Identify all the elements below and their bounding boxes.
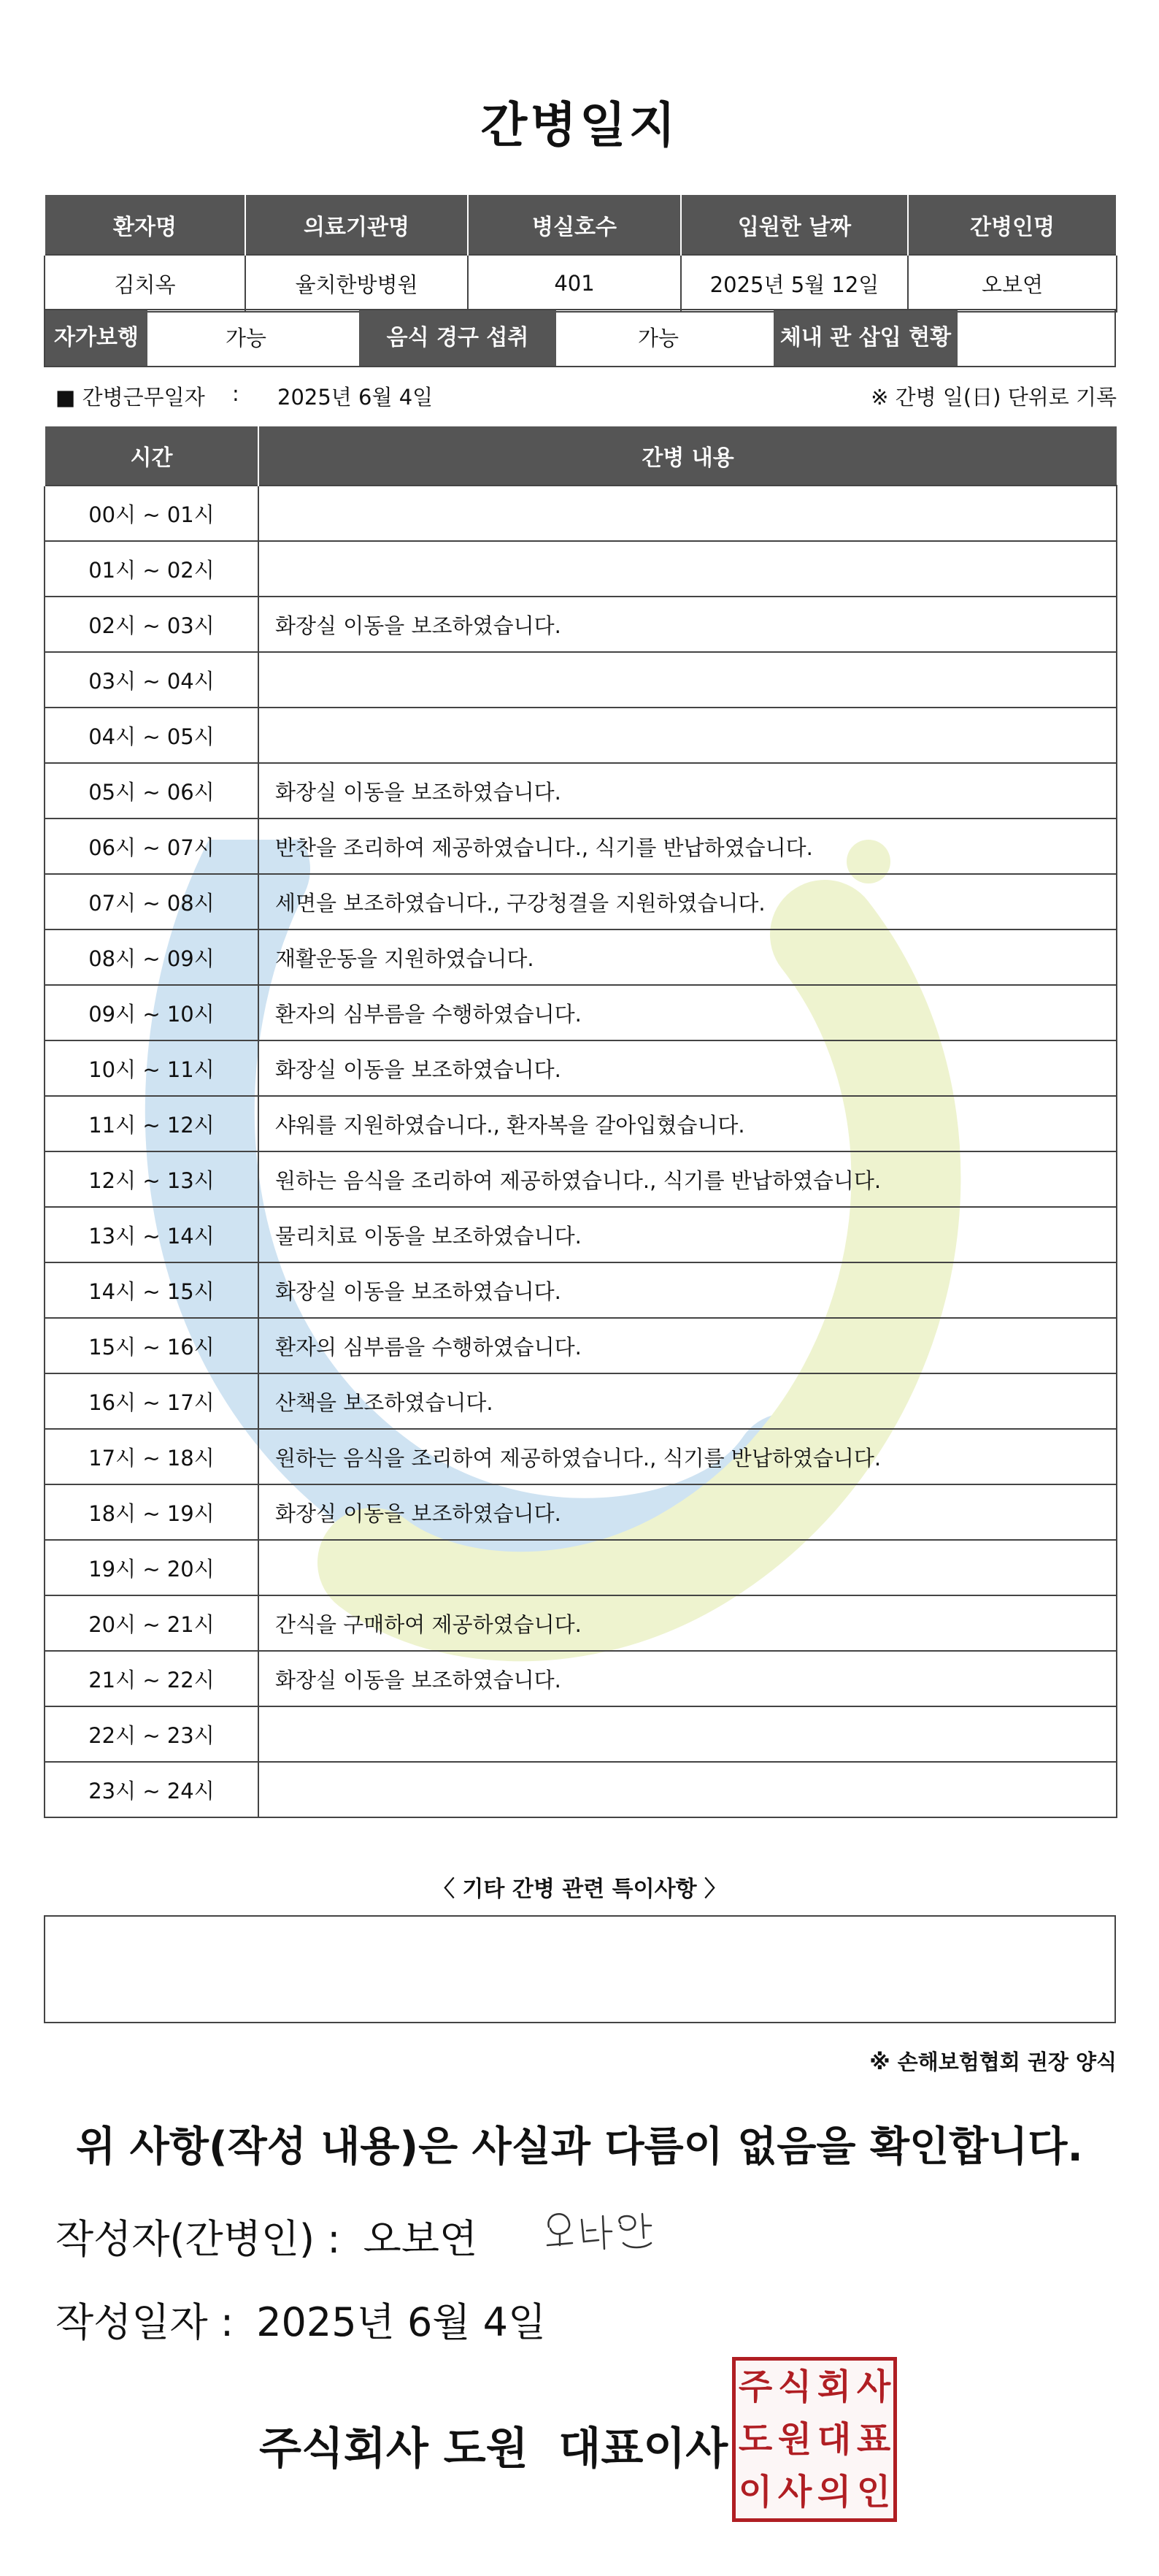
log-content: 화장실 이동을 보조하였습니다.	[258, 763, 1117, 819]
log-content: 샤워를 지원하였습니다., 환자복을 갈아입혔습니다.	[258, 1096, 1117, 1151]
log-header-time: 시간	[45, 426, 258, 486]
handwritten-signature	[542, 2205, 666, 2263]
log-row	[45, 1651, 1117, 1706]
log-time: 03시 ~ 04시	[45, 652, 258, 708]
document-title: 간병일지	[480, 97, 679, 153]
log-row	[45, 1262, 1117, 1318]
log-row	[45, 874, 1117, 929]
log-content: 화장실 이동을 보조하였습니다.	[258, 1262, 1117, 1318]
log-time: 12시 ~ 13시	[45, 1151, 258, 1207]
oral-intake-value: 가능	[637, 326, 679, 350]
log-content	[258, 652, 1117, 708]
log-content: 화장실 이동을 보조하였습니다.	[258, 1484, 1117, 1540]
log-time: 13시 ~ 14시	[45, 1207, 258, 1262]
log-row	[45, 985, 1117, 1040]
patient-name: 김치옥	[45, 255, 245, 312]
log-row	[45, 541, 1117, 597]
log-time: 00시 ~ 01시	[45, 486, 258, 541]
log-content	[258, 1706, 1117, 1762]
log-row	[45, 819, 1117, 874]
log-content	[258, 541, 1117, 597]
log-row	[45, 763, 1117, 819]
log-time: 10시 ~ 11시	[45, 1040, 258, 1096]
log-row	[45, 1040, 1117, 1096]
log-time: 01시 ~ 02시	[45, 541, 258, 597]
work-date-value: 2025년 6월 4일	[277, 385, 434, 410]
log-time: 14시 ~ 15시	[45, 1262, 258, 1318]
log-content: 반찬을 조리하여 제공하였습니다., 식기를 반납하였습니다.	[258, 819, 1117, 874]
log-row	[45, 1096, 1117, 1151]
header-caregiver-name: 간병인명	[908, 194, 1117, 255]
log-time: 21시 ~ 22시	[45, 1651, 258, 1706]
log-time: 02시 ~ 03시	[45, 597, 258, 652]
patient-status-row	[44, 309, 1116, 367]
seal-character: 주	[738, 2366, 773, 2407]
seal-character: 원	[777, 2419, 812, 2460]
header-hospital-name: 의료기관명	[245, 194, 468, 255]
tube-insertion-label: 체내 관 삽입 현황	[774, 310, 958, 366]
writer-name: 오보연	[363, 2216, 478, 2262]
log-row	[45, 1540, 1117, 1595]
log-header-content: 간병 내용	[258, 426, 1117, 486]
header-patient-name: 환자명	[45, 194, 245, 255]
log-content	[258, 708, 1117, 763]
log-content: 화장실 이동을 보조하였습니다.	[258, 1651, 1117, 1706]
log-time: 17시 ~ 18시	[45, 1429, 258, 1484]
seal-character: 표	[856, 2419, 891, 2460]
log-time: 22시 ~ 23시	[45, 1706, 258, 1762]
seal-character: 식	[777, 2366, 812, 2407]
log-content	[258, 1762, 1117, 1817]
oral-intake-label: 음식 경구 섭취	[359, 310, 556, 366]
patient-info-table	[44, 193, 1117, 313]
log-row	[45, 1706, 1117, 1762]
log-row	[45, 1762, 1117, 1817]
log-row	[45, 652, 1117, 708]
log-row	[45, 1484, 1117, 1540]
work-date-colon: :	[232, 381, 239, 406]
log-row	[45, 597, 1117, 652]
log-time: 11시 ~ 12시	[45, 1096, 258, 1151]
self-walking-label: 자가보행	[45, 310, 147, 366]
seal-character: 이	[738, 2472, 773, 2512]
seal-character: 사	[777, 2472, 812, 2512]
log-row	[45, 1318, 1117, 1373]
seal-character: 인	[856, 2472, 891, 2512]
log-content: 화장실 이동을 보조하였습니다.	[258, 1040, 1117, 1096]
log-row	[45, 708, 1117, 763]
log-row	[45, 929, 1117, 985]
remarks-box	[44, 1915, 1116, 2023]
care-log-rows	[45, 486, 1117, 1817]
log-content: 물리치료 이동을 보조하였습니다.	[258, 1207, 1117, 1262]
writer-label: 작성자(간병인) :	[55, 2216, 341, 2262]
tube-insertion-value	[958, 310, 1114, 366]
company-representative: 주식회사 도원 대표이사	[259, 2423, 728, 2475]
log-row	[45, 1373, 1117, 1429]
log-content: 간식을 구매하여 제공하였습니다.	[258, 1595, 1117, 1651]
caregiver-name: 오보연	[908, 255, 1117, 312]
write-date-value: 2025년 6월 4일	[256, 2299, 547, 2345]
log-content: 세면을 보조하였습니다., 구강청결을 지원하였습니다.	[258, 874, 1117, 929]
log-time: 05시 ~ 06시	[45, 763, 258, 819]
recommended-form-note: ※ 손해보험협회 권장 양식	[869, 2050, 1117, 2074]
log-time: 19시 ~ 20시	[45, 1540, 258, 1595]
writer-line	[55, 2208, 477, 2264]
log-row	[45, 486, 1117, 541]
log-content: 원하는 음식을 조리하여 제공하였습니다., 식기를 반납하였습니다.	[258, 1151, 1117, 1207]
log-time: 23시 ~ 24시	[45, 1762, 258, 1817]
header-room-number: 병실호수	[468, 194, 681, 255]
write-date-line	[55, 2291, 546, 2347]
header-admission-date: 입원한 날짜	[681, 194, 908, 255]
log-time: 09시 ~ 10시	[45, 985, 258, 1040]
care-log-table	[44, 426, 1117, 1818]
log-time: 06시 ~ 07시	[45, 819, 258, 874]
log-content	[258, 486, 1117, 541]
log-time: 08시 ~ 09시	[45, 929, 258, 985]
log-time: 20시 ~ 21시	[45, 1595, 258, 1651]
log-content: 산책을 보조하였습니다.	[258, 1373, 1117, 1429]
log-content: 화장실 이동을 보조하였습니다.	[258, 597, 1117, 652]
log-content: 재활운동을 지원하였습니다.	[258, 929, 1117, 985]
room-number: 401	[468, 255, 681, 312]
log-content	[258, 1540, 1117, 1595]
log-content: 원하는 음식을 조리하여 제공하였습니다., 식기를 반납하였습니다.	[258, 1429, 1117, 1484]
company-seal-stamp	[732, 2357, 897, 2522]
admission-date: 2025년 5월 12일	[681, 255, 908, 312]
remarks-title: 〈 기타 간병 관련 특이사항 〉	[432, 1877, 727, 1902]
log-row	[45, 1429, 1117, 1484]
seal-character: 회	[817, 2366, 852, 2407]
seal-character: 사	[856, 2366, 891, 2407]
self-walking-value: 가능	[225, 326, 267, 350]
confirmation-statement: 위 사항(작성 내용)은 사실과 다름이 없음을 확인합니다.	[76, 2123, 1083, 2171]
log-content: 환자의 심부름을 수행하였습니다.	[258, 985, 1117, 1040]
log-row	[45, 1207, 1117, 1262]
seal-character: 의	[817, 2472, 852, 2512]
log-time: 15시 ~ 16시	[45, 1318, 258, 1373]
hospital-name: 율치한방병원	[245, 255, 468, 312]
log-content: 환자의 심부름을 수행하였습니다.	[258, 1318, 1117, 1373]
log-time: 16시 ~ 17시	[45, 1373, 258, 1429]
log-time: 18시 ~ 19시	[45, 1484, 258, 1540]
work-date-label: ■ 간병근무일자	[55, 385, 205, 410]
log-time: 04시 ~ 05시	[45, 708, 258, 763]
log-time: 07시 ~ 08시	[45, 874, 258, 929]
seal-character: 대	[817, 2419, 852, 2460]
seal-character: 도	[738, 2419, 773, 2460]
log-row	[45, 1151, 1117, 1207]
log-row	[45, 1595, 1117, 1651]
write-date-label: 작성일자 :	[55, 2299, 234, 2345]
record-unit-note: ※ 간병 일(日) 단위로 기록	[871, 385, 1117, 410]
